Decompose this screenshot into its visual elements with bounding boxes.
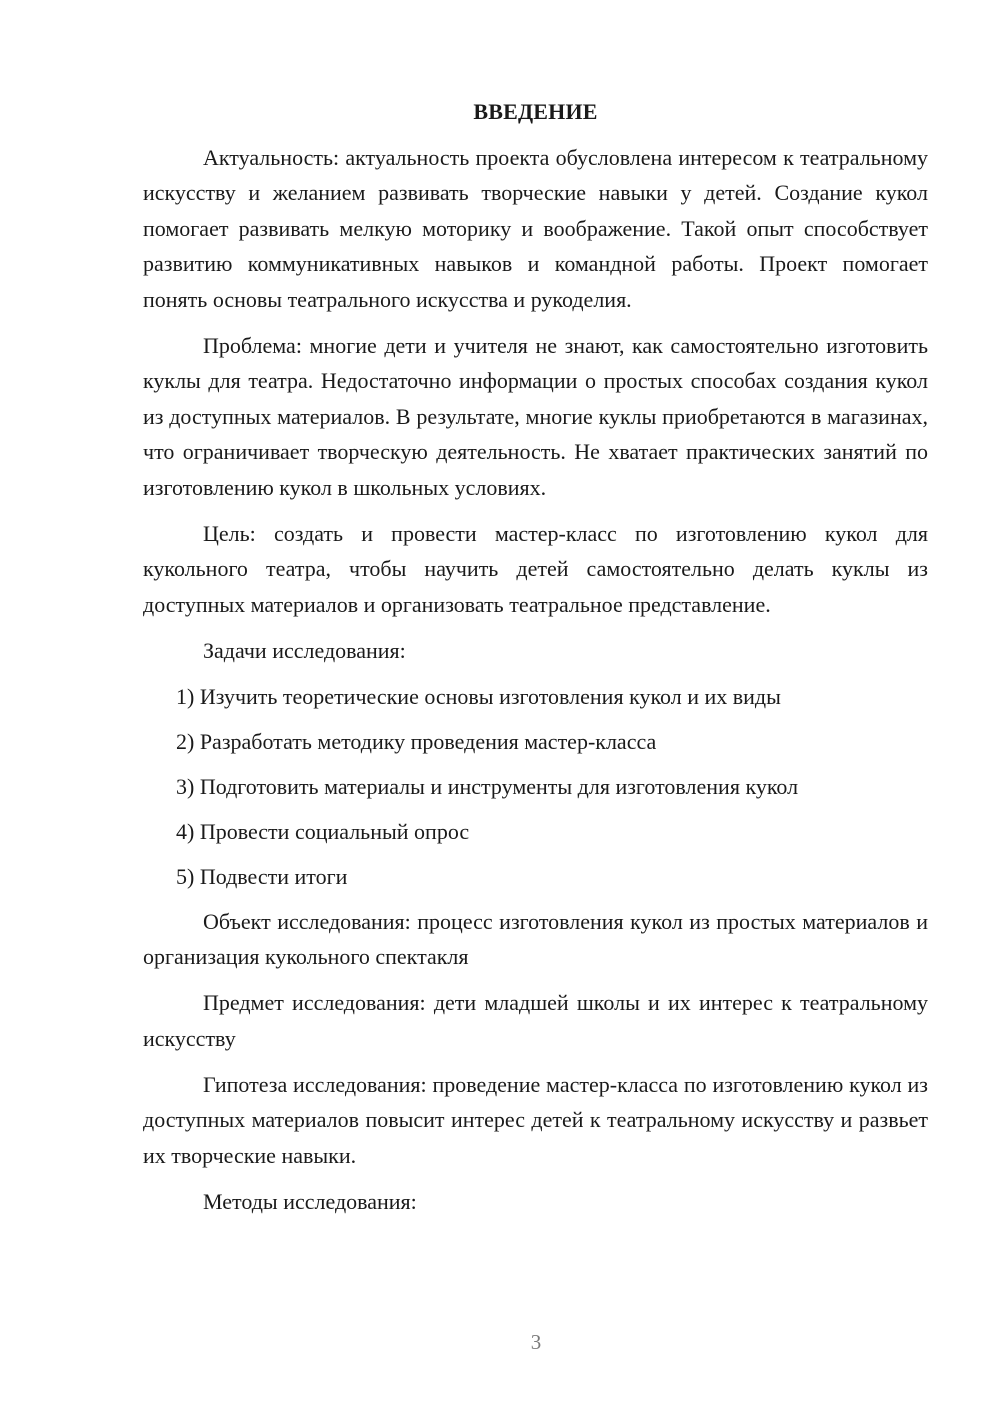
subject-paragraph: Предмет исследования: дети младшей школы и их интерес к театральному искусству bbox=[143, 990, 928, 1051]
document-page bbox=[143, 94, 928, 1230]
list-item: 5) Подвести итоги bbox=[176, 863, 348, 889]
hypothesis-paragraph: Гипотеза исследования: проведение мастер-класса по изготовлению кукол из доступных материалов повысит интерес детей к театральному искусству и развьет их творческие навыки. bbox=[143, 1071, 928, 1168]
tasks-list bbox=[143, 679, 928, 895]
methods-heading: Методы исследования: bbox=[203, 1188, 417, 1214]
section-title: ВВЕДЕНИЕ bbox=[473, 99, 598, 124]
page-number: 3 bbox=[530, 1330, 542, 1354]
list-item: 2) Разработать методику проведения мастер-класса bbox=[176, 728, 657, 754]
goal-paragraph: Цель: создать и провести мастер-класс по изготовлению кукол для кукольного театра, чтобы научить детей самостоятельно делать куклы из доступных материалов и организовать театральное представление. bbox=[143, 520, 928, 617]
problem-paragraph: Проблема: многие дети и учителя не знают, как самостоятельно изготовить куклы для театра. Недостаточно информации о простых способах создания кукол из доступных материалов. В результате, многие куклы приобретаются в магазинах, что ограничивает творческую деятельность. Не хватает практических занятий по изготовлению кукол в школьных условиях. bbox=[143, 332, 928, 500]
object-paragraph: Объект исследования: процесс изготовления кукол из простых материалов и организация кукольного спектакля bbox=[143, 908, 928, 969]
list-item: 3) Подготовить материалы и инструменты для изготовления кукол bbox=[176, 773, 799, 799]
list-item: 1) Изучить теоретические основы изготовления кукол и их виды bbox=[176, 683, 781, 709]
relevance-paragraph: Актуальность: актуальность проекта обусловлена интересом к театральному искусству и желанием развивать творческие навыки у детей. Создание кукол помогает развивать мелкую моторику и воображение. Такой опыт способствует развитию коммуникативных навыков и командной работы. Проект помогает понять основы театрального искусства и рукоделия. bbox=[143, 144, 928, 312]
list-item: 4) Провести социальный опрос bbox=[176, 818, 470, 844]
tasks-heading: Задачи исследования: bbox=[203, 637, 406, 663]
